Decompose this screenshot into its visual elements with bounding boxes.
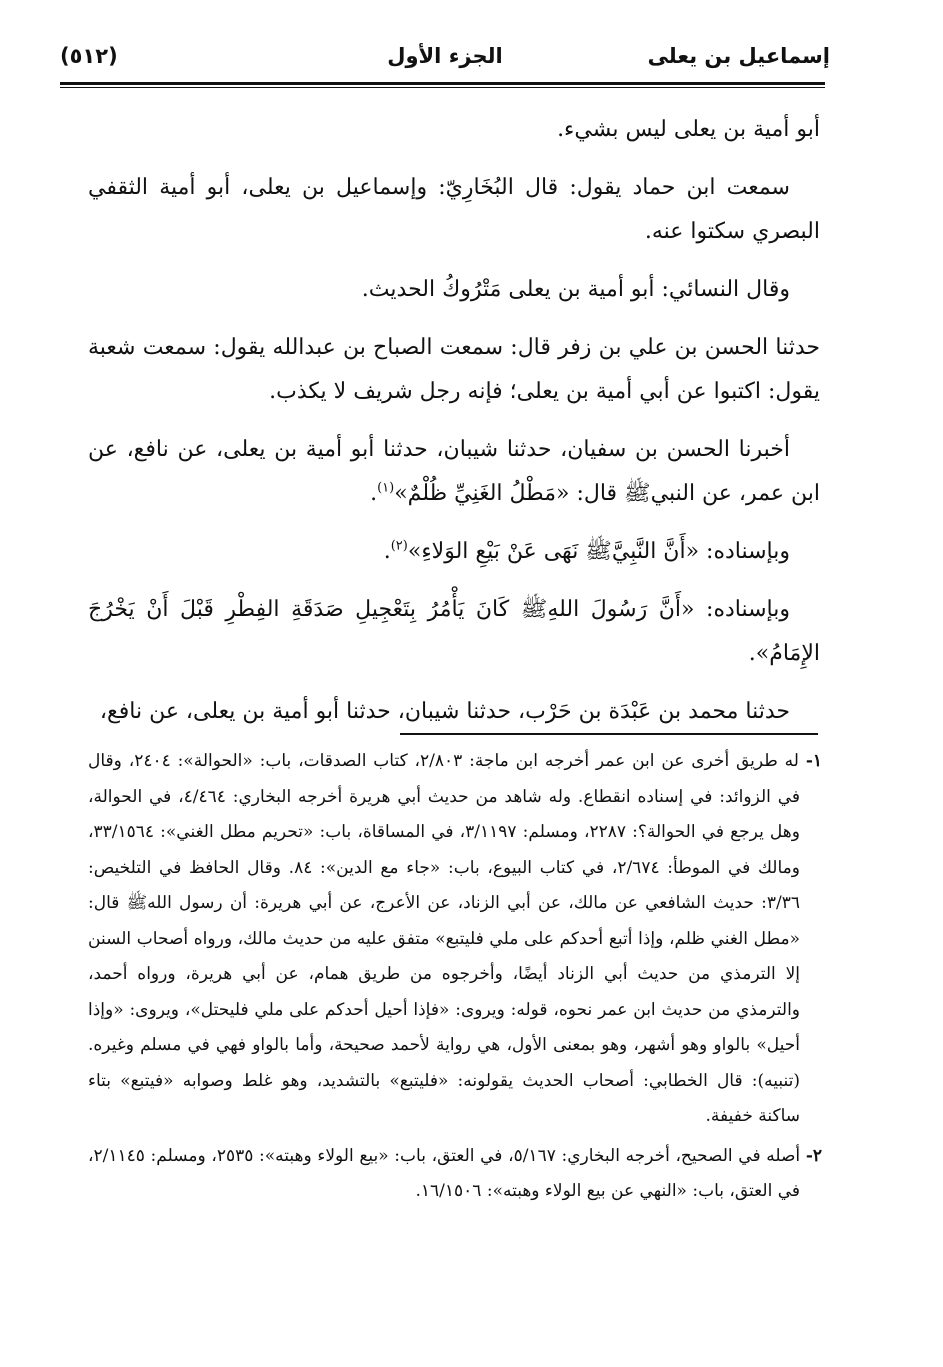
footnote-text: أصله في الصحيح، أخرجه البخاري: ٥/١٦٧، في العتق، باب: «بيع الولاء وهبته»: ٢٥٣٥، ومسلم: ٢/١١٤٥، في العتق، باب: «النهي عن بيع الولاء وهبته»: ١٦/١٥٠٦. [88,1145,801,1201]
footnotes [88,744,822,1214]
paragraph: سمعت ابن حماد يقول: قال البُخَارِيّ: وإسماعيل بن يعلى، أبو أمية الثقفي البصري سكتوا عنه. [88,175,820,244]
footnote [88,744,822,1135]
footnote-separator [400,733,818,735]
paragraph-end: . [370,481,378,506]
paragraph [88,428,820,516]
page-number: (٥١٢) [60,44,118,68]
header-rule-thin [60,87,825,88]
paragraph: حدثنا محمد بن عَبْدَة بن حَرْب، حدثنا شيبان، حدثنا أبو أمية بن يعلى، عن نافع، [99,699,790,724]
main-text [88,108,820,748]
paragraph-text: وبإسناده: «أَنَّ النَّبِيَّﷺ نَهَى عَنْ بَيْعِ الوَلاءِ» [407,539,790,564]
paragraph: وقال النسائي: أبو أمية بن يعلى مَتْرُوكُ الحديث. [361,277,790,302]
paragraph-text: أخبرنا الحسن بن سفيان، حدثنا شيبان، حدثنا أبو أمية بن يعلى، عن نافع، عن ابن عمر، عن النبيﷺ قال: «مَطْلُ الغَنِيِّ ظُلْمٌ» [88,437,820,506]
footnote-text: له طريق أخرى عن ابن عمر أخرجه ابن ماجة: ٢/٨٠٣، كتاب الصدقات، باب: «الحوالة»: ٢٤٠٤، وقال في الزوائد: في إسناده انقطاع. وله شاهد من حديث أبي هريرة أخرجه البخاري: ٤/٤٦٤، في الحوالة، وهل يرجع في الحوالة؟: ٢٢٨٧، ومسلم: ٣/١١٩٧، في المساقاة، باب: «تحريم مطل الغني»: ٣٣/١٥٦٤، ومالك في الموطأ: ٢/٦٧٤، في كتاب البيوع، باب: «جاء مع الدين»: ٨٤. وقال الحافظ في التلخيص: ٣/٣٦: حديث الشافعي عن مالك، عن أبي الزناد، عن الأعرج، عن أبي هريرة: أن رسول اللهﷺ قال: «مطل الغني ظلم، وإذا أتبع أحدكم على ملي فليتبع» متفق عليه من حديث مالك، ورواه أصحاب السنن إلا الترمذي من حديث أبي الزناد أيضًا، وأخرجوه من طريق همام، عن أبي هريرة، ورواه أحمد، والترمذي من حديث ابن عمر نحوه، قوله: ويروى: «فإذا أحيل أحدكم على ملي فليحتل»، ويروى: «وإذا أحيل» بالواو وهو أشهر، وهو بمعنى الأول، هي رواية لأحمد صحيحة، وأما بالواو فهي في مسلم وغيره. (تنبيه): قال الخطابي: أصحاب الحديث يقولونه: «فليتبع» بالتشديد، وهو غلط وصوابه «فيتبع» بتاء ساكنة خفيفة. [88,751,800,1126]
header-rule [60,82,825,85]
paragraph: أبو أمية بن يعلى ليس بشيء. [557,117,820,142]
footnote [88,1139,822,1210]
paragraph [88,530,820,574]
footnote-number: ٢- [805,1145,823,1166]
volume-title: الجزء الأول [387,44,503,68]
footnote-marker: (١) [377,480,395,496]
footnote-marker: (٢) [390,538,408,554]
paragraph-end: . [383,539,391,564]
footnote-number: ١- [805,751,823,771]
paragraph: وبإسناده: «أَنَّ رَسُولَ اللهِﷺ كَانَ يَأْمُرُ بِتَعْجِيلِ صَدَقَةِ الفِطْرِ قَبْلَ أَنْ يَخْرُجَ الإِمَامُ». [88,597,820,666]
page-header [60,40,830,80]
paragraph: حدثنا الحسن بن علي بن زفر قال: سمعت الصباح بن عبدالله يقول: سمعت شعبة يقول: اكتبوا عن أبي أمية بن يعلى؛ فإنه رجل شريف لا يكذب. [88,335,820,404]
entry-name: إسماعيل بن يعلى [647,44,830,68]
